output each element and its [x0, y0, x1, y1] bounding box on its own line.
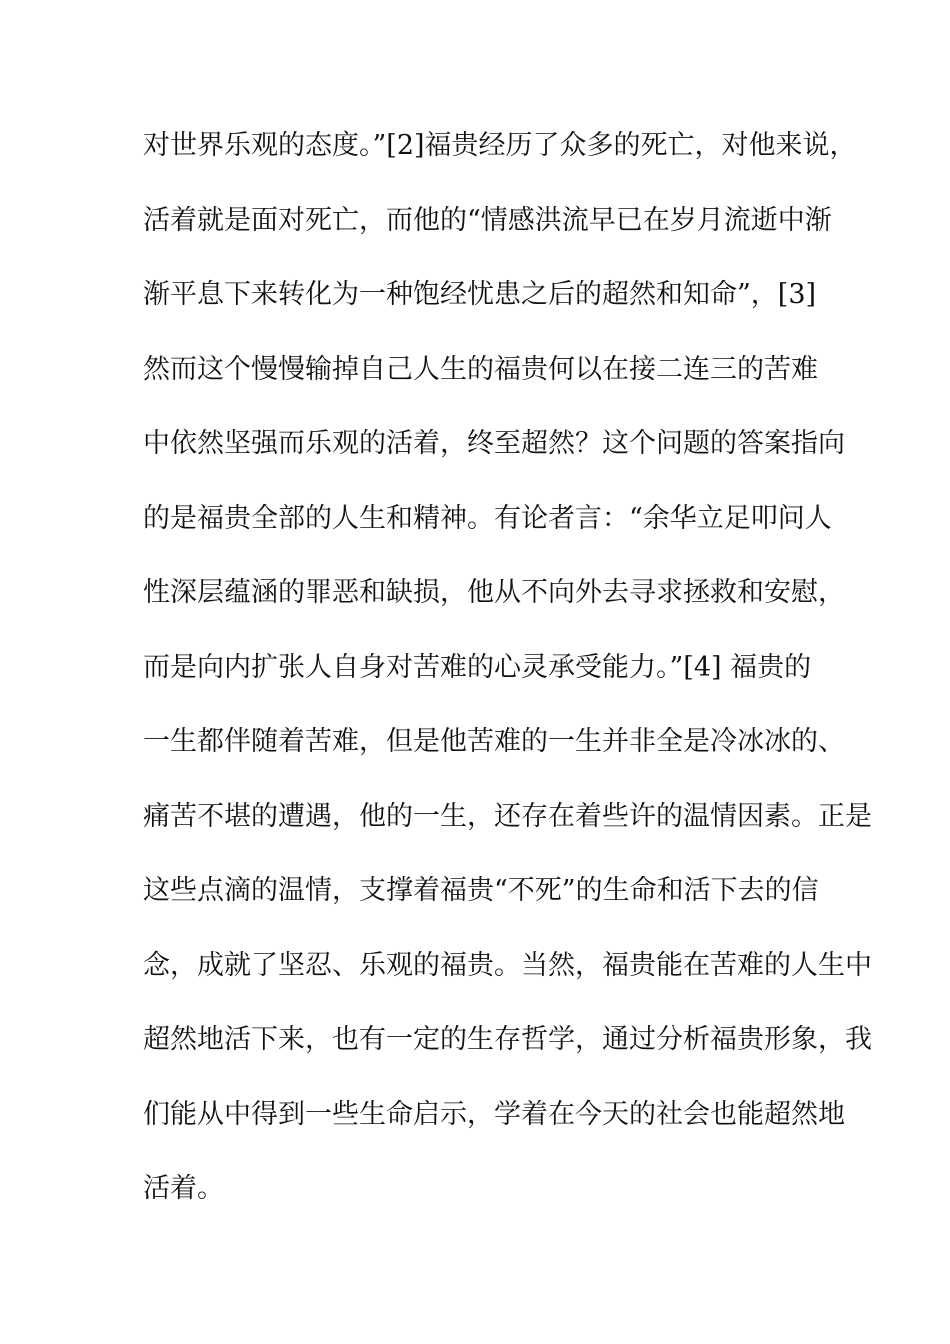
- text-line: 痛苦不堪的遭遇，他的一生，还存在着些许的温情因素。正是: [143, 800, 872, 832]
- text-line: 然而这个慢慢输掉自己人生的福贵何以在接二连三的苦难: [143, 353, 818, 385]
- text-line: 活着就是面对死亡，而他的“情感洪流早已在岁月流逝中渐: [143, 204, 832, 236]
- body-paragraph: [143, 128, 872, 1246]
- text-line: 超然地活下来，也有一定的生存哲学，通过分析福贵形象，我: [143, 1024, 872, 1055]
- text-line: 性深层蕴涵的罪恶和缺损，他从不向外去寻求拯救和安慰，: [143, 577, 845, 608]
- text-line: 一生都伴随着苦难，但是他苦难的一生并非全是冷冰冰的、: [143, 726, 845, 757]
- text-line: 这些点滴的温情，支撑着福贵“不死”的生命和活下去的信: [143, 875, 819, 906]
- text-line: 们能从中得到一些生命启示，学着在今天的社会也能超然地: [143, 1098, 845, 1130]
- text-line: 渐平息下来转化为一种饱经忧患之后的超然和知命”，[3]: [143, 279, 817, 310]
- text-line: 念，成就了坚忍、乐观的福贵。当然，福贵能在苦难的人生中: [143, 949, 872, 981]
- text-line: 的是福贵全部的人生和精神。有论者言：“余华立足叩问人: [143, 502, 832, 534]
- text-line: 中依然坚强而乐观的活着，终至超然？这个问题的答案指向: [143, 428, 845, 459]
- text-line: 而是向内扩张人自身对苦难的心灵承受能力。”[4] 福贵的: [143, 651, 812, 683]
- text-line: 活着。: [143, 1173, 224, 1204]
- text-line: 对世界乐观的态度。”[2]福贵经历了众多的死亡，对他来说，: [143, 130, 857, 161]
